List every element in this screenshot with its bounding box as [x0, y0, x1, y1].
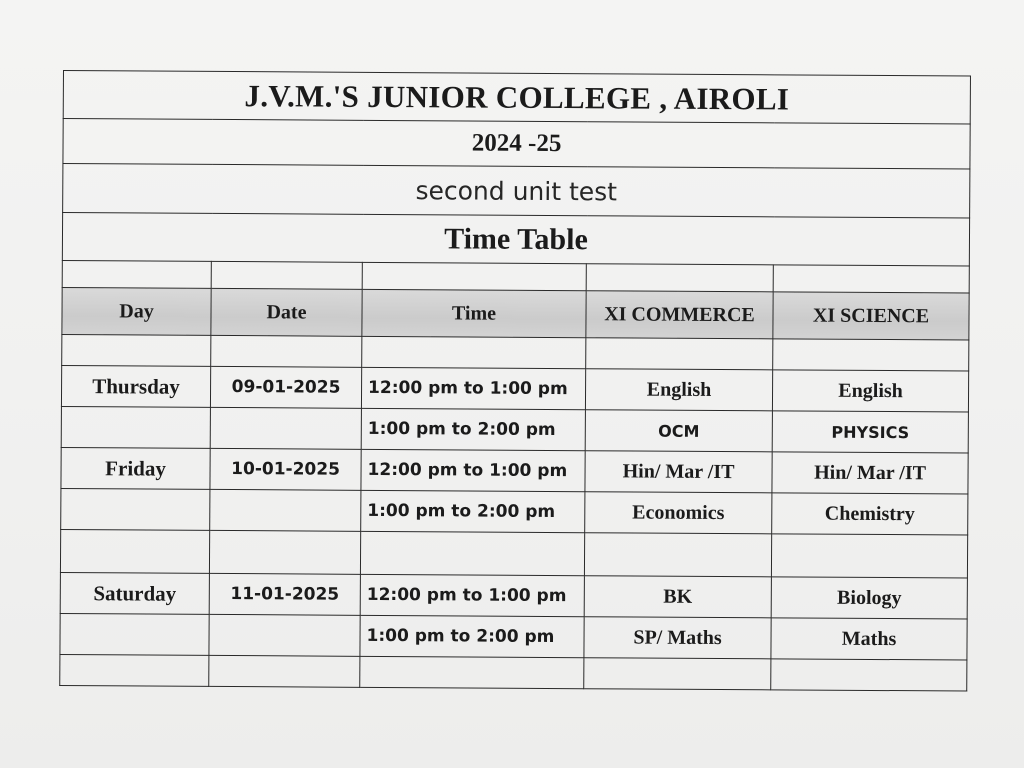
table-row [61, 488, 968, 535]
time-cell: 1:00 pm to 2:00 pm [361, 490, 585, 532]
timetable-title: Time Table [62, 213, 969, 267]
time-cell: 12:00 pm to 1:00 pm [361, 449, 585, 491]
header-xi-science: XI SCIENCE [773, 292, 969, 340]
science-subject-cell: Chemistry [772, 493, 968, 535]
commerce-subject-cell: SP/ Maths [584, 617, 771, 659]
exam-name: second unit test [63, 164, 970, 219]
day-cell [61, 488, 210, 530]
commerce-subject-cell: Economics [585, 492, 772, 534]
table-row [60, 613, 967, 660]
date-cell [209, 614, 360, 656]
spacer-row [60, 654, 967, 691]
science-subject-cell: Hin/ Mar /IT [772, 452, 968, 494]
date-cell [210, 489, 361, 531]
science-subject-cell: Biology [771, 577, 967, 619]
column-header-row [62, 287, 969, 340]
day-cell: Saturday [60, 572, 209, 614]
day-cell [61, 406, 210, 448]
table-row [61, 447, 968, 494]
day-cell: Thursday [61, 365, 210, 407]
date-cell: 09-01-2025 [210, 366, 361, 408]
table-row [61, 365, 968, 412]
table-row [61, 406, 968, 453]
date-cell: 11-01-2025 [209, 573, 360, 615]
header-time: Time [362, 289, 586, 337]
college-name: J.V.M.'S JUNIOR COLLEGE , AIROLI [63, 71, 970, 125]
time-cell: 1:00 pm to 2:00 pm [360, 615, 584, 657]
table-row [60, 572, 967, 619]
header-xi-commerce: XI COMMERCE [586, 291, 773, 339]
header-date: Date [211, 288, 362, 336]
science-subject-cell: English [772, 370, 968, 412]
day-cell [60, 613, 209, 655]
time-cell: 1:00 pm to 2:00 pm [361, 408, 585, 450]
commerce-subject-cell: OCM [585, 410, 772, 452]
time-cell: 12:00 pm to 1:00 pm [361, 367, 585, 409]
day-cell: Friday [61, 447, 210, 489]
time-cell: 12:00 pm to 1:00 pm [360, 574, 584, 616]
spacer-row [60, 529, 967, 578]
header-day: Day [62, 287, 211, 335]
academic-year: 2024 -25 [63, 119, 970, 170]
science-subject-cell: PHYSICS [772, 411, 968, 453]
date-cell: 10-01-2025 [210, 448, 361, 490]
time-table [59, 70, 971, 692]
commerce-subject-cell: English [585, 369, 772, 411]
commerce-subject-cell: Hin/ Mar /IT [585, 451, 772, 493]
date-cell [210, 407, 361, 449]
commerce-subject-cell: BK [584, 576, 771, 618]
science-subject-cell: Maths [771, 618, 967, 660]
